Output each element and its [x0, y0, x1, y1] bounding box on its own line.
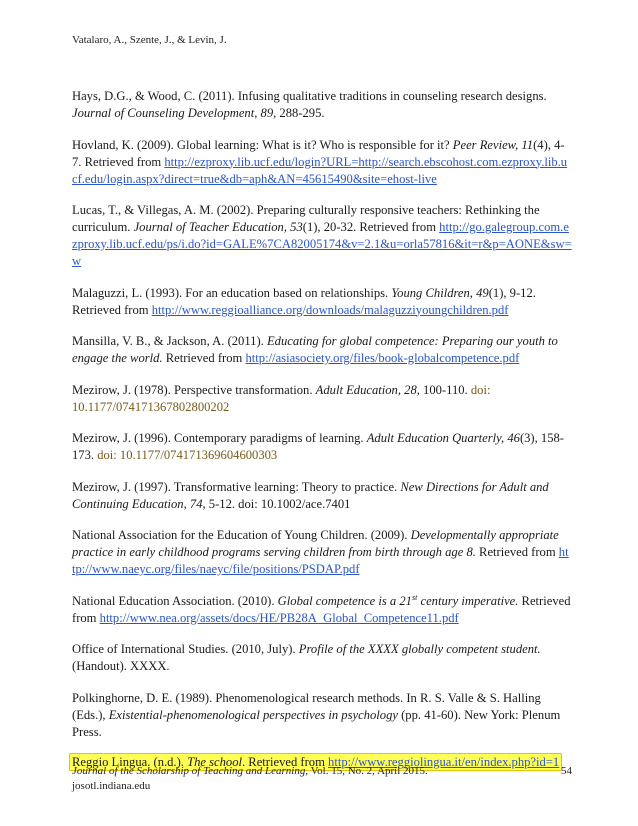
- reference-malaguzzi: Malaguzzi, L. (1993). For an education based on relationships. Young Children, 49(1), 9-12. Retrieved from http://www.reggioalliance.org/downloads/malaguzziyoungchildren.pdf: [72, 285, 536, 317]
- reference-link[interactable]: http://ezproxy.lib.ucf.edu/login?URL=http://search.ebscohost.com.ezproxy.lib.ucf.edu/login.aspx?direct=true&db=aph&AN=45615490&site=ehost-live: [72, 154, 568, 186]
- reference-office-international-studies: Office of International Studies. (2010, July). Profile of the XXXX globally competent student. (Handout). XXXX.: [72, 642, 541, 673]
- reference-mezirow-1997: Mezirow, J. (1997). Transformative learning: Theory to practice. New Directions for Adult and Continuing Education, 74, 5-12. doi: 10.1002/ace.7401: [72, 479, 549, 511]
- reference-link[interactable]: http://www.reggiolingua.it/en/index.php?id=1: [328, 754, 560, 769]
- footer-site: josotl.indiana.edu: [72, 780, 151, 792]
- reference-link[interactable]: http://www.reggioalliance.org/downloads/malaguzziyoungchildren.pdf: [151, 302, 509, 317]
- doi-text: doi: 10.1177/074171367802800202: [72, 382, 491, 414]
- reference-hovland: Hovland, K. (2009). Global learning: What is it? Who is responsible for it? Peer Review, 11(4), 4-7. Retrieved from http://ezproxy.lib.ucf.edu/login?URL=http://search.ebscohost.com.ezproxy.lib.ucf.edu/login.aspx?direct=true&db=aph&AN=45615490&site=ehost-live: [72, 137, 568, 186]
- running-header: Vatalaro, A., Szente, J., & Levin, J.: [72, 34, 227, 46]
- reference-link[interactable]: http://asiasociety.org/files/book-globalcompetence.pdf: [245, 351, 520, 365]
- reference-link[interactable]: http://go.galegroup.com.ezproxy.lib.ucf.edu/ps/i.do?id=GALE%7CA82005174&v=2.1&u=orla57816&it=r&p=AONE&sw=w: [72, 220, 572, 268]
- page-number: 54: [561, 765, 572, 777]
- reference-mansilla: Mansilla, V. B., & Jackson, A. (2011). Educating for global competence: Preparing our youth to engage the world. Retrieved from http://asiasociety.org/files/book-globalcompetence.pdf: [72, 334, 558, 365]
- reference-polkinghorne: Polkinghorne, D. E. (1989). Phenomenological research methods. In R. S. Valle & S. Halling (Eds.), Existential-phenomenological perspectives in psychology (pp. 41-60). New York: Plenum Press.: [72, 690, 561, 739]
- footer-citation: Journal of the Scholarship of Teaching and Learning, Vol. 15, No. 2, April 2015.: [72, 765, 428, 777]
- reference-mezirow-1978: Mezirow, J. (1978). Perspective transformation. Adult Education, 28, 100-110. doi: 10.1177/074171367802800202: [72, 382, 491, 414]
- doi-text: doi: 10.1177/074171369604600303: [97, 448, 278, 462]
- highlighted-reference: Reggio Lingua. (n.d.). The school. Retrieved from http://www.reggiolingua.it/en/index.php?id=1: [69, 753, 562, 771]
- reference-naeyc: National Association for the Education of Young Children. (2009). Developmentally appropriate practice in early childhood programs serving children from birth through age 8. Retrieved from http://www.naeyc.org/files/naeyc/file/positions/PSDAP.pdf: [72, 528, 569, 576]
- reference-nea: National Education Association. (2010). Global competence is a 21st century imperative. Retrieved from http://www.nea.org/assets/docs/HE/PB28A_Global_Competence11.pdf: [72, 592, 571, 625]
- reference-list: [72, 88, 572, 785]
- reference-link[interactable]: http://www.nea.org/assets/docs/HE/PB28A_Global_Competence11.pdf: [99, 610, 459, 625]
- reference-hays: Hays, D.G., & Wood, C. (2011). Infusing qualitative traditions in counseling research designs. Journal of Counseling Development, 89, 288-295.: [72, 89, 547, 120]
- reference-link[interactable]: http://www.naeyc.org/files/naeyc/file/positions/PSDAP.pdf: [72, 545, 569, 576]
- reference-lucas: Lucas, T., & Villegas, A. M. (2002). Preparing culturally responsive teachers: Rethinking the curriculum. Journal of Teacher Education, 53(1), 20-32. Retrieved from http://go.galegroup.com.ezproxy.lib.ucf.edu/ps/i.do?id=GALE%7CA82005174&v=2.1&u=orla57816&it=r&p=AONE&sw=w: [72, 203, 572, 268]
- page-footer: [72, 764, 572, 794]
- reference-mezirow-1996: Mezirow, J. (1996). Contemporary paradigms of learning. Adult Education Quarterly, 46(3), 158-173. doi: 10.1177/074171369604600303: [72, 431, 565, 462]
